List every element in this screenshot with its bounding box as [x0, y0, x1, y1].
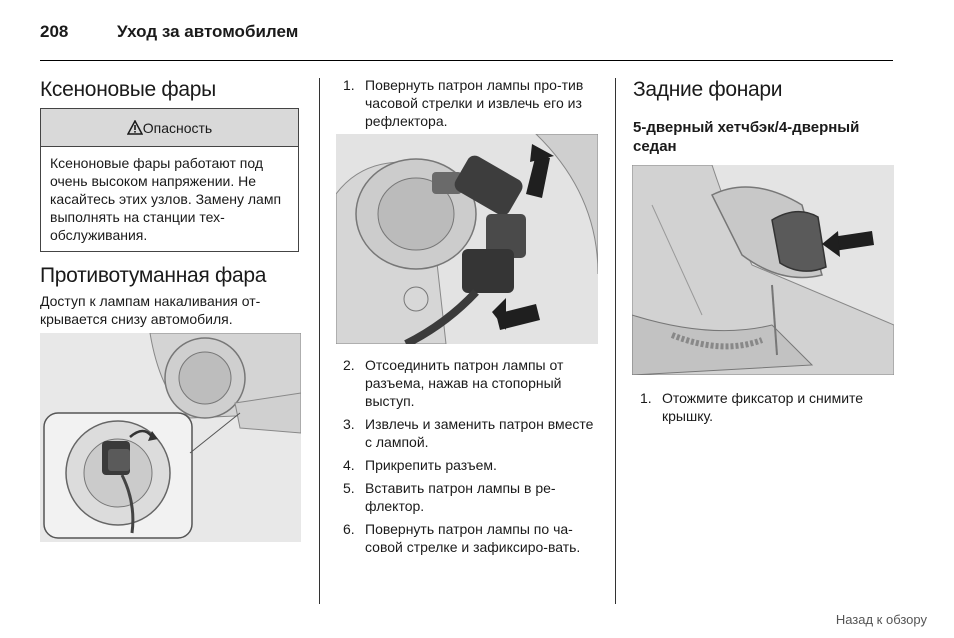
list-item: [343, 356, 599, 410]
rear-lights-subheading: 5-дверный хетчбэк/4-дверный седан: [633, 119, 860, 155]
danger-header: [41, 109, 298, 147]
step-number: 6.: [343, 521, 355, 537]
warning-icon: [127, 120, 143, 135]
column-divider-right: [615, 78, 616, 604]
section-title: Уход за автомобилем: [117, 22, 299, 41]
xenon-heading: Ксеноновые фары: [40, 78, 216, 101]
step-text: Отожмите фиксатор и снимите крышку.: [662, 390, 864, 424]
fog-lamp-heading: Противотуманная фара: [40, 264, 267, 287]
rear-steps-list: [640, 389, 900, 425]
rear-lights-heading: Задние фонари: [633, 78, 783, 101]
danger-text: Ксеноновые фары работают под очень высоком напряжении. Не касайтесь этих узлов. Замену ламп выполнять на станции тех-обслуживания.: [50, 155, 282, 243]
danger-label: Опасность: [142, 120, 213, 136]
step-number: 4.: [343, 457, 355, 473]
step-number: 2.: [343, 357, 355, 373]
step-number: 3.: [343, 416, 355, 432]
page-number: 208: [40, 22, 69, 41]
rear-light-cover-illustration: [632, 165, 894, 375]
back-to-overview-link[interactable]: Назад к обзору: [835, 612, 927, 627]
step-text: Повернуть патрон лампы по ча-совой стрелке и зафиксиро-вать.: [365, 521, 581, 555]
list-item: [343, 76, 599, 130]
bulb-socket-illustration: [336, 134, 598, 344]
danger-box: [40, 108, 299, 252]
step-number: 5.: [343, 480, 355, 496]
column-divider-left: [319, 78, 320, 604]
list-item: [343, 479, 599, 515]
list-item: [343, 456, 599, 474]
steps-list-top: [343, 76, 599, 130]
header-rule: [40, 60, 893, 61]
fog-lamp-illustration: [40, 333, 301, 542]
list-item: [343, 415, 599, 451]
step-text: Вставить патрон лампы в ре-флектор.: [365, 480, 556, 514]
list-item: [343, 520, 599, 556]
list-item: [640, 389, 900, 425]
step-text: Извлечь и заменить патрон вместе с лампой.: [365, 416, 594, 450]
fog-lamp-text: Доступ к лампам накаливания от-крывается снизу автомобиля.: [40, 293, 261, 327]
step-number: 1.: [343, 77, 355, 93]
step-number: 1.: [640, 390, 652, 406]
step-text: Прикрепить разъем.: [365, 457, 497, 473]
step-text: Отсоединить патрон лампы от разъема, нажав на стопорный выступ.: [365, 357, 564, 409]
step-text: Повернуть патрон лампы про-тив часовой стрелки и извлечь его из рефлектора.: [365, 77, 584, 129]
steps-list-bottom: [343, 356, 599, 556]
